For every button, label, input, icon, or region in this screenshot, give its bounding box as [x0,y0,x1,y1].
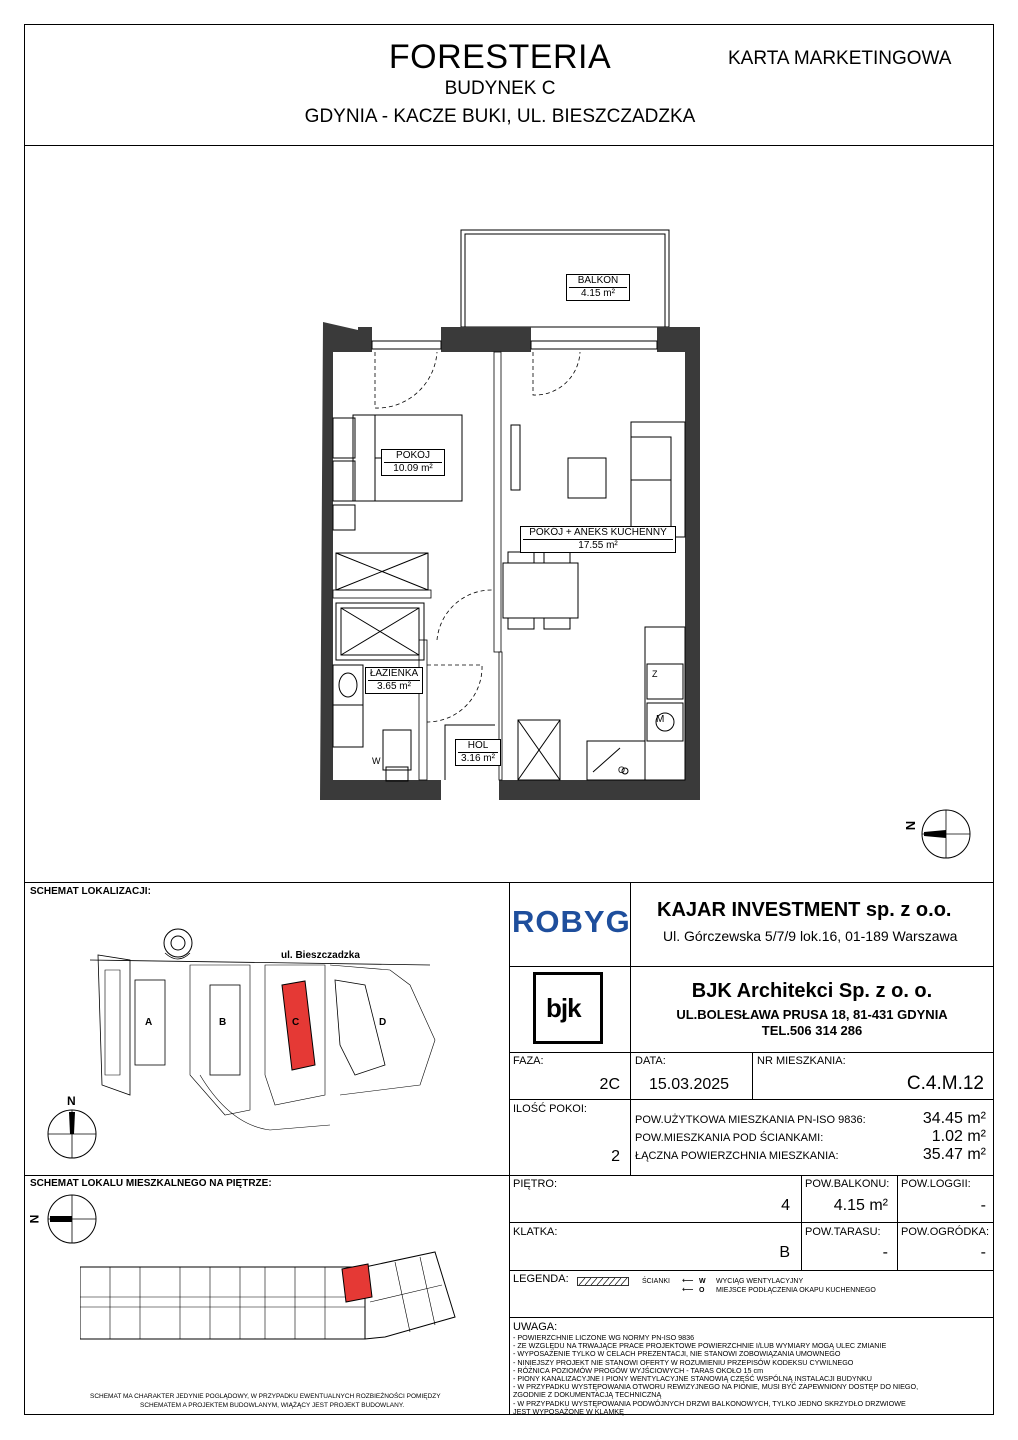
developer-name: KAJAR INVESTMENT sp. z o.o. [657,899,952,921]
room-label-bathroom: ŁAZIENKA 3.65 m² [365,667,423,694]
floor-plan [0,146,1018,876]
legend-title: LEGENDA: [513,1273,569,1285]
nr-value: C.4.M.12 [906,1073,984,1094]
garden-value: - [980,1244,986,1261]
note-line: - WYPOSAŻENIE TYLKO W CELACH PREZENTACJI, NIE STANOWI ZOBOWIĄZANIA UMOWNEGO [513,1349,841,1359]
floor-scheme-title: SCHEMAT LOKALU MIESZKALNEGO NA PIĘTRZE: [30,1178,272,1189]
floor-schematic [80,1247,460,1347]
location-north-label: N [67,1094,76,1108]
location-map [90,925,440,1150]
loggia-value: - [980,1197,986,1214]
floor-disclaimer-2: SCHEMATEM A PROJEKTEM BUDOWLANYM, WIĄŻĄCY JEST PROJEKT BUDOWLANY. [140,1402,405,1409]
architect-name: BJK Architekci Sp. z o. o. [691,980,933,1002]
balcony-outline [461,230,669,327]
location-scheme-title: SCHEMAT LOKALIZACJI: [30,886,151,897]
room-label-balcony: BALKON 4.15 m² [566,274,630,301]
exterior-wall-bottom-left [358,780,441,800]
floor-north-label: N [27,1214,42,1224]
architect-logo-text: bjk [546,993,581,1023]
location-compass-icon [46,1108,98,1160]
notes-title: UWAGA: [513,1321,558,1333]
building-label-a: A [145,1017,153,1028]
building-label-b: B [219,1017,227,1028]
legend-w-letter: W [699,1278,706,1285]
architect-logo [533,972,603,1044]
compass-north-label: N [903,820,919,831]
room-label-living-kitchen: POKÓJ + ANEKS KUCHENNY 17.55 m² [520,526,676,553]
note-line: - PIONY KANALIZACYJNE I PIONY WENTYLACYJNE STANOWIĄ CZĘŚĆ WSPÓLNĄ INSTALACJI BUDYNKU [513,1374,872,1384]
area-usable-label: POW.UŻYTKOWA MIESZKANIA PN-ISO 9836: [635,1114,866,1126]
microwave-marker: M [656,714,665,725]
data-label: DATA: [635,1055,666,1067]
nr-label: NR MIESZKANIA: [757,1055,846,1067]
terrace-label: POW.TARASU: [805,1226,881,1238]
compass-icon [920,808,972,860]
note-line: - NINIEJSZY PROJEKT NIE STANOWI OFERTY W ROZUMIENIU PRZEPISÓW KODEKSU CYWILNEGO [513,1357,854,1367]
building-label-d: D [379,1017,387,1028]
note-line: - W PRZYPADKU WYSTĘPOWANIA PODWÓJNYCH DRZWI BALKONOWYCH, TYLKO JEDNO SKRZYDŁO DRZWIOWE [513,1398,906,1408]
legend-o-letter: O [699,1287,705,1294]
vent-marker-w: W [372,756,381,766]
stair-value: B [779,1244,790,1261]
area-total-value: 35.47 m² [922,1146,986,1163]
loggia-label: POW.LOGGII: [901,1178,971,1190]
project-location: GDYNIA - KACZE BUKI, UL. BIESZCZADZKA [304,106,696,127]
note-line: - POWIERZCHNIE LICZONE WG NORMY PN-ISO 9836 [513,1333,695,1342]
note-line: - W PRZYPADKU WYSTĘPOWANIA OTWORU REWIZYJNEGO NA PIONIE, MUSI BYĆ ZAPEWNIONY DOSTĘP DO NIEGO, [513,1382,919,1392]
exterior-wall-left [320,322,358,800]
terrace-value: - [882,1244,888,1261]
note-line: ZGODNIE Z DOKUMENTACJĄ TECHNICZNĄ [513,1390,662,1400]
legend-walls-label: ŚCIANKI [642,1278,671,1285]
area-total-label: ŁĄCZNA POWIERZCHNIA MIESZKANIA: [635,1150,839,1162]
developer-logo: ROBYG [512,904,631,939]
notes-list [513,1334,988,1416]
vent-marker-o: O [618,765,626,775]
exterior-wall-bottom-right [499,780,645,800]
street-label: ul. Bieszczadzka [281,950,360,961]
exterior-wall-top-mid [441,327,531,352]
balcony-label: POW.BALKONU: [805,1178,890,1190]
stair-label: KLATKA: [513,1226,558,1238]
faza-value: 2C [599,1076,620,1093]
fridge-marker: Z [652,669,658,679]
building-name: BUDYNEK C [444,78,556,99]
legend-walls-swatch [577,1277,629,1286]
room-label-hall: HOL 3.16 m² [455,739,501,766]
legend-arrow-w-icon: ⟵ [682,1276,694,1285]
project-title: FORESTERIA [388,38,612,76]
card-type: KARTA MARKETINGOWA [728,48,952,69]
floor-disclaimer-1: SCHEMAT MA CHARAKTER JEDYNIE POGLĄDOWY, W PRZYPADKU EWENTUALNYCH ROZBIEŻNOŚCI POMIĘDZY [90,1393,441,1400]
floor-value: 4 [781,1197,790,1214]
balcony-value: 4.15 m² [833,1197,888,1214]
building-label-c: C [292,1017,300,1028]
rooms-value: 2 [611,1148,620,1165]
data-value: 15.03.2025 [649,1076,730,1093]
rooms-label: ILOŚĆ POKOI: [513,1103,587,1115]
room-label-bedroom: POKÓJ 10.09 m² [381,449,445,476]
legend-arrow-o-icon: ⟵ [682,1285,694,1294]
note-line: - ZE WZGLĘDU NA TRWAJĄCE PRACE PROJEKTOWE POWIERZCHNIE I/LUB WYMIARY MOGĄ ULEC ZMIANIE [513,1341,887,1351]
legend-hood-label: MIEJSCE PODŁĄCZENIA OKAPU KUCHENNEGO [716,1287,876,1294]
area-usable-value: 34.45 m² [922,1110,986,1127]
developer-address: Ul. Górczewska 5/7/9 lok.16, 01-189 Warszawa [663,928,958,944]
exterior-wall-right [645,327,700,800]
note-line: JEST WYPOSAŻONE W KLAMKĘ [513,1406,624,1416]
faza-label: FAZA: [513,1055,544,1067]
legend-vent-label: WYCIĄG WENTYLACYJNY [716,1278,804,1285]
architect-phone: TEL.506 314 286 [761,1023,863,1038]
floor-label: PIĘTRO: [513,1178,558,1190]
area-walls-value: 1.02 m² [931,1128,986,1145]
apartment-highlight [342,1264,372,1302]
architect-address: UL.BOLESŁAWA PRUSA 18, 81-431 GDYNIA [676,1007,948,1022]
note-line: - RÓŻNICA POZIOMÓW PROGÓW WYJŚCIOWYCH - TARAS OKOŁO 15 cm [513,1365,764,1375]
floor-compass-icon [46,1193,98,1245]
garden-label: POW.OGRÓDKA: [901,1226,990,1238]
exterior-wall-top [358,327,372,352]
area-walls-label: POW.MIESZKANIA POD ŚCIANKAMI: [635,1132,824,1144]
